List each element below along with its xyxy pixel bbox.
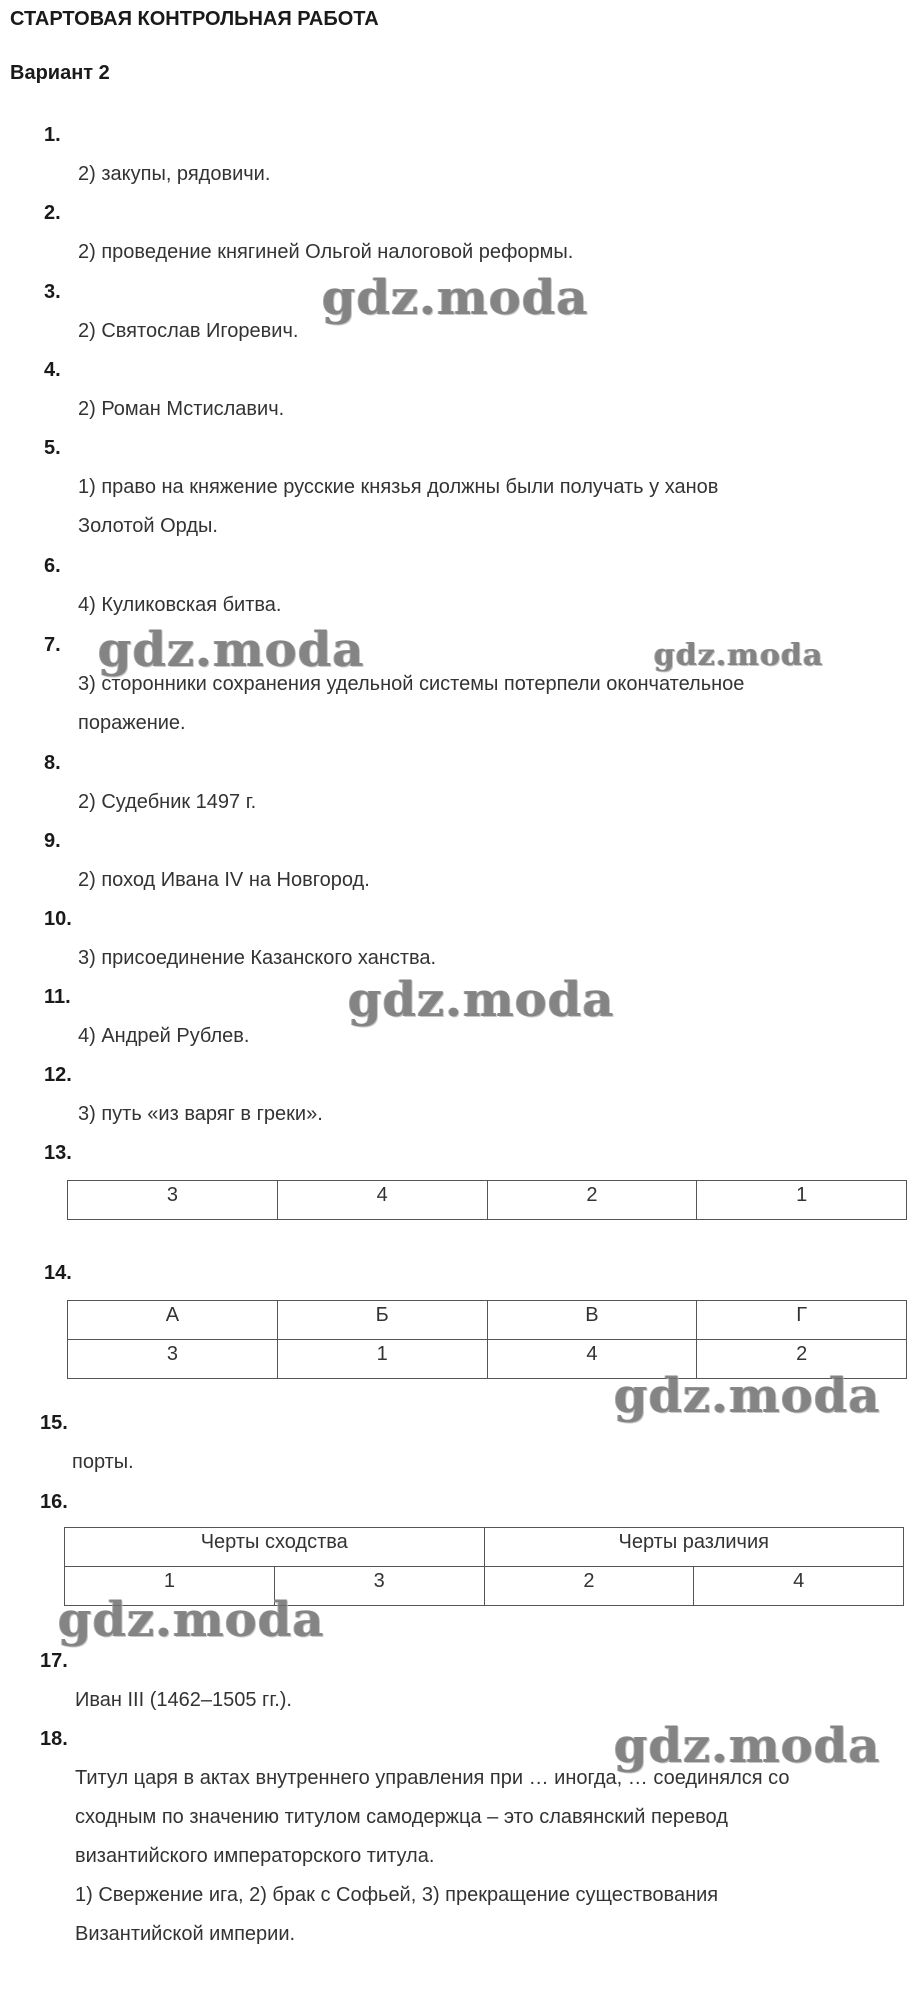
table-cell: 2 (487, 1181, 697, 1220)
answer-line: Титул царя в актах внутреннего управления при … иногда, … соединялся со (75, 1767, 790, 1789)
watermark: gdz.moda (614, 1368, 881, 1424)
question-number: 3. (44, 281, 61, 303)
page-title: СТАРТОВАЯ КОНТРОЛЬНАЯ РАБОТА (10, 8, 379, 30)
answer-line: 3) присоединение Казанского ханства. (78, 947, 437, 969)
answer-line: поражение. (78, 712, 186, 734)
answer-line: 1) право на княжение русские князья должны были получать у ханов (78, 476, 719, 498)
table-cell: 2 (484, 1567, 694, 1606)
question-number: 4. (44, 359, 61, 381)
table-cell: 3 (68, 1181, 278, 1220)
table-cell: 2 (697, 1340, 907, 1379)
answer-line: порты. (72, 1451, 134, 1473)
answer-line: 1) Свержение ига, 2) брак с Софьей, 3) прекращение существования (75, 1884, 719, 1906)
answer-line: 2) проведение княгиней Ольгой налоговой реформы. (78, 241, 574, 263)
table-header-cell: А (68, 1301, 278, 1340)
question-number: 7. (44, 634, 61, 656)
question-number: 16. (40, 1491, 68, 1513)
watermark: gdz.moda (348, 972, 615, 1028)
answer-line: византийского императорского титула. (75, 1845, 435, 1867)
table-header-cell: В (487, 1301, 697, 1340)
variant-heading: Вариант 2 (10, 62, 110, 84)
question-number: 5. (44, 437, 61, 459)
question-number: 13. (44, 1142, 72, 1164)
answer-line: 3) сторонники сохранения удельной системы потерпели окончательное (78, 673, 745, 695)
question-number: 6. (44, 555, 61, 577)
watermark: gdz.moda (58, 1592, 325, 1648)
question-number: 9. (44, 830, 61, 852)
answer-table (67, 1180, 907, 1220)
question-number: 1. (44, 124, 61, 146)
question-number: 18. (40, 1728, 68, 1750)
question-number: 14. (44, 1262, 72, 1284)
answer-line: сходным по значению титулом самодержца – это славянский перевод (75, 1806, 728, 1828)
question-number: 15. (40, 1412, 68, 1434)
answer-line: 2) Святослав Игоревич. (78, 320, 299, 342)
watermark: gdz.moda (98, 622, 365, 678)
table-header-cell: Б (277, 1301, 487, 1340)
table-cell: 4 (487, 1340, 697, 1379)
question-number: 2. (44, 202, 61, 224)
table-cell: 1 (65, 1567, 275, 1606)
table-cell: 4 (694, 1567, 904, 1606)
answer-line: Византийской империи. (75, 1923, 296, 1945)
question-number: 17. (40, 1650, 68, 1672)
answer-line: 2) Судебник 1497 г. (78, 791, 257, 813)
table-row (68, 1181, 907, 1220)
question-number: 10. (44, 908, 72, 930)
table-cell: 1 (277, 1340, 487, 1379)
table-cell: 3 (274, 1567, 484, 1606)
answer-line: 2) Роман Мстиславич. (78, 398, 285, 420)
table-cell: 3 (68, 1340, 278, 1379)
table-header-cell: Г (697, 1301, 907, 1340)
watermark: gdz.moda (322, 270, 589, 326)
answer-line: 2) закупы, рядовичи. (78, 163, 271, 185)
answer-line: 4) Куликовская битва. (78, 594, 282, 616)
answer-line: 2) поход Ивана IV на Новгород. (78, 869, 370, 891)
answer-line: 4) Андрей Рублев. (78, 1025, 250, 1047)
table-header-cell: Черты сходства (65, 1528, 485, 1567)
table-cell: 1 (697, 1181, 907, 1220)
watermark: gdz.moda (654, 638, 824, 673)
answer-line: 3) путь «из варяг в греки». (78, 1103, 323, 1125)
answer-line: Иван III (1462–1505 гг.). (75, 1689, 292, 1711)
table-header-row (68, 1301, 907, 1340)
question-number: 12. (44, 1064, 72, 1086)
question-number: 8. (44, 752, 61, 774)
table-header-row (65, 1528, 904, 1567)
table-cell: 4 (277, 1181, 487, 1220)
table-header-cell: Черты различия (484, 1528, 904, 1567)
answer-line: Золотой Орды. (78, 515, 218, 537)
watermark: gdz.moda (614, 1718, 881, 1774)
question-number: 11. (44, 986, 71, 1008)
